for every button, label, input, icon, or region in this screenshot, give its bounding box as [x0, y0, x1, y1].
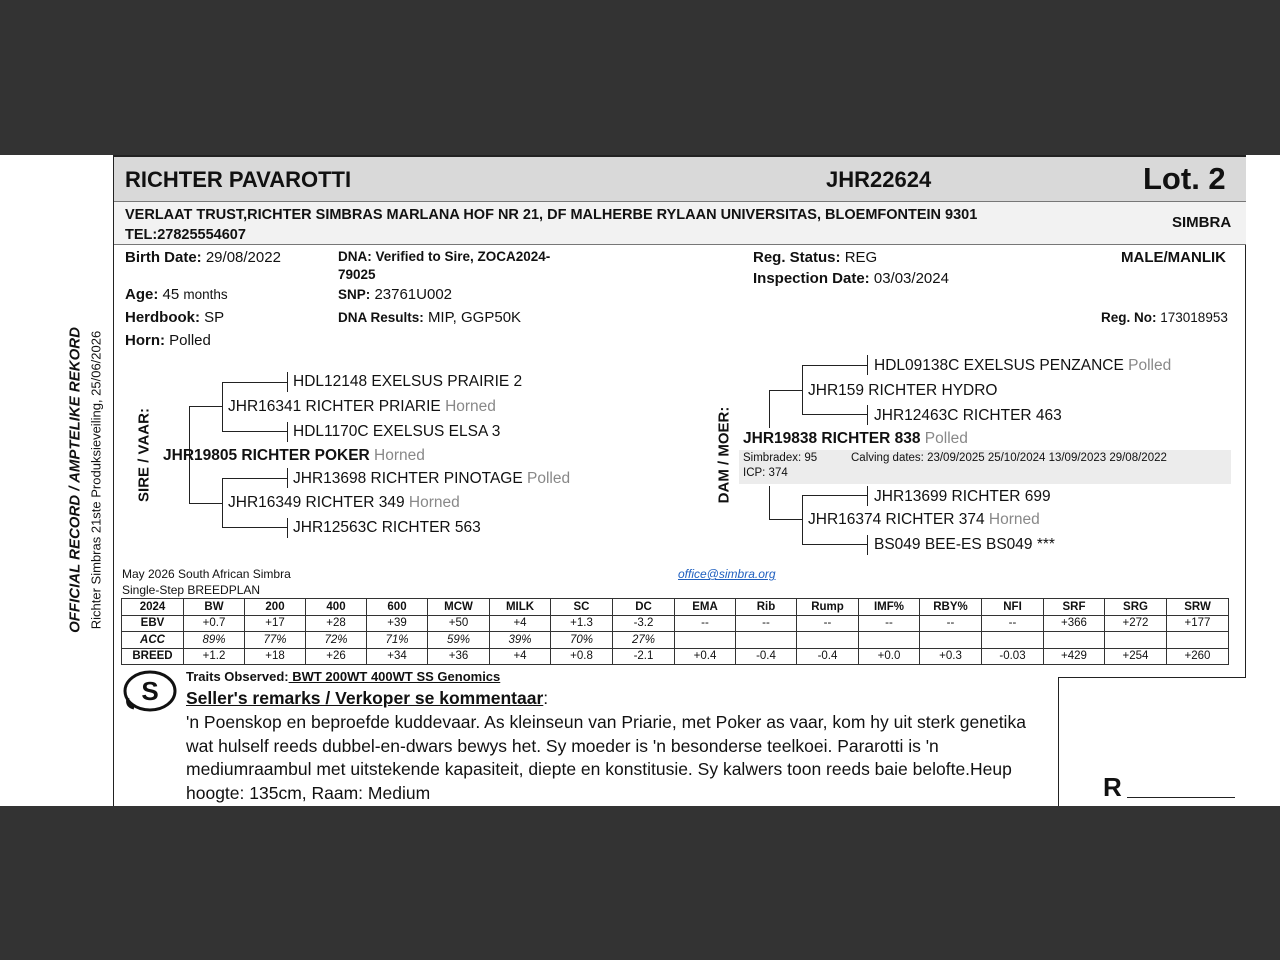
ebv-cell	[859, 632, 920, 649]
dam-dam-sire: JHR13699 RICHTER 699	[874, 488, 1051, 505]
sire-sire-sire: HDL12148 EXELSUS PRAIRIE 2	[293, 373, 523, 390]
ebv-cell: -2.1	[613, 648, 675, 665]
ebv-cell: --	[797, 615, 859, 632]
ebv-header-cell: RBY%	[920, 599, 982, 616]
dd-tick	[867, 535, 868, 555]
ebv-cell: +50	[428, 615, 490, 632]
ebv-header-cell: SRF	[1044, 599, 1105, 616]
ebv-cell: 70%	[551, 632, 613, 649]
ebv-cell: +39	[367, 615, 428, 632]
auction-label: Richter Simbras 21ste Produksieveiling, 25/06/2026	[88, 330, 104, 630]
sire-line	[189, 406, 223, 407]
ebv-cell: +4	[490, 648, 551, 665]
dd-line	[802, 495, 868, 496]
dam-top-line	[769, 390, 770, 428]
ebv-cell: --	[675, 615, 736, 632]
ebv-header-cell: 2024	[122, 599, 184, 616]
sire-line	[189, 503, 223, 504]
dna-verification-cont: 79025	[338, 267, 376, 282]
calving-dates: Calving dates: 23/09/2025 25/10/2024 13/09/2023 29/08/2022	[851, 452, 1167, 464]
ebv-header-cell: BW	[184, 599, 245, 616]
ebv-cell: --	[982, 615, 1044, 632]
ebv-header-cell: 400	[306, 599, 367, 616]
horn-status: Horn: Polled	[125, 332, 211, 349]
ebv-header-cell: DC	[613, 599, 675, 616]
lot-number: Lot. 2	[1143, 161, 1226, 196]
ebv-cell: +28	[306, 615, 367, 632]
sire-dam: JHR16349 RICHTER 349 Horned	[228, 494, 460, 511]
traits-observed: Traits Observed: BWT 200WT 400WT SS Genomics	[186, 669, 501, 684]
dd-tick	[867, 486, 868, 506]
ds-tick	[867, 405, 868, 425]
ebv-cell: 39%	[490, 632, 551, 649]
ebv-cell: +366	[1044, 615, 1105, 632]
ebv-header-cell: SRG	[1105, 599, 1167, 616]
ebv-header-cell: Rump	[797, 599, 859, 616]
sire-dam-sire: JHR13698 RICHTER PINOTAGE Polled	[293, 470, 571, 487]
ss-tick	[287, 422, 288, 442]
ebv-cell: --	[859, 615, 920, 632]
ebv-row-label: ACC	[122, 632, 184, 649]
ebv-header-cell: SRW	[1167, 599, 1229, 616]
ebv-cell: +4	[490, 615, 551, 632]
ebv-cell: -0.4	[736, 648, 797, 665]
ebv-source: May 2026 South African Simbra	[122, 567, 291, 581]
owner-details: VERLAAT TRUST,RICHTER SIMBRAS MARLANA HOF NR 21, DF MALHERBE RYLAAN UNIVERSITAS, BLOEMFONTEIN 9301 TEL:27825554607	[125, 207, 978, 243]
age: Age: 45 months	[125, 286, 228, 303]
ebv-cell: +1.3	[551, 615, 613, 632]
dna-results: DNA Results: MIP, GGP50K	[338, 309, 522, 326]
ebv-header-cell: 600	[367, 599, 428, 616]
ebv-cell: --	[736, 615, 797, 632]
ebv-cell	[1167, 632, 1229, 649]
owner-bar	[114, 202, 1246, 245]
sire: JHR19805 RICHTER POKER Horned	[163, 447, 425, 464]
ebv-cell	[736, 632, 797, 649]
ss-bracket-line	[222, 382, 223, 432]
ebv-cell: +272	[1105, 615, 1167, 632]
reg-status: Reg. Status: REG	[753, 249, 878, 266]
ebv-cell: 59%	[428, 632, 490, 649]
ebv-cell: --	[920, 615, 982, 632]
ds-line	[802, 414, 868, 415]
ebv-cell: +18	[245, 648, 306, 665]
icp: ICP: 374	[743, 467, 788, 479]
ebv-cell: 77%	[245, 632, 306, 649]
ebv-header-cell: SC	[551, 599, 613, 616]
ebv-cell: +0.7	[184, 615, 245, 632]
top-dark-band	[0, 0, 1280, 155]
sd-line	[222, 478, 288, 479]
dam-bottom-line	[769, 519, 803, 520]
ebv-cell: 27%	[613, 632, 675, 649]
ds-bracket-line	[802, 365, 803, 415]
ss-tick	[287, 372, 288, 392]
ebv-cell: +36	[428, 648, 490, 665]
ebv-cell: -0.03	[982, 648, 1044, 665]
animal-id: JHR22624	[826, 167, 932, 192]
dam-sire-sire: HDL09138C EXELSUS PENZANCE Polled	[874, 357, 1172, 374]
ebv-cell	[675, 632, 736, 649]
ebv-row-label: EBV	[122, 615, 184, 632]
ebv-header-row	[122, 599, 1229, 616]
sire-heading: SIRE / VAAR:	[135, 408, 153, 502]
dam-bottom-line	[769, 486, 770, 520]
ds-line	[802, 365, 868, 366]
snp: SNP: 23761U002	[338, 286, 453, 303]
price-currency-label: R	[1103, 772, 1122, 802]
ebv-cell: +1.2	[184, 648, 245, 665]
remarks-heading: Seller's remarks / Verkoper se kommentaar:	[186, 688, 549, 708]
dam-dam-dam: BS049 BEE-ES BS049 ***	[874, 536, 1055, 553]
ss-line	[222, 382, 288, 383]
sire-dam-dam: JHR12563C RICHTER 563	[293, 519, 481, 536]
ebv-row-ebv	[122, 615, 1229, 632]
ebv-cell	[797, 632, 859, 649]
sd-tick	[287, 468, 288, 488]
dna-verification: DNA: Verified to Sire, ZOCA2024-	[338, 249, 551, 264]
ebv-header-cell: IMF%	[859, 599, 920, 616]
simbra-logo-icon	[122, 668, 178, 714]
ds-tick	[867, 355, 868, 375]
dam-top-line	[769, 390, 803, 391]
ebv-cell: +0.8	[551, 648, 613, 665]
ebv-cell: +26	[306, 648, 367, 665]
bottom-dark-band	[0, 806, 1280, 960]
seller-remarks: 'n Poenskop en beproefde kuddevaar. As kleinseun van Priarie, met Poker as vaar, kom hy uit sterk genetika wat hulself reeds dubbel-en-dwars bewys het. Sy moeder is 'n besonderse teelkoei. Pararotti is 'n mediumraambul met uitstekende kapasiteit, diepte en konstitusie. Sy kalwers toon reeds baie belofte.Heup hoogte: 135cm, Raam: Medium	[186, 712, 1026, 803]
sex-label: MALE/MANLIK	[1121, 249, 1226, 266]
ebv-cell: +429	[1044, 648, 1105, 665]
ebv-cell: 71%	[367, 632, 428, 649]
ebv-cell	[920, 632, 982, 649]
ebv-table	[121, 598, 1229, 665]
ebv-cell: +177	[1167, 615, 1229, 632]
herdbook: Herdbook: SP	[125, 309, 225, 326]
ebv-row-breed	[122, 648, 1229, 665]
sire-sire: JHR16341 RICHTER PRIARIE Horned	[228, 398, 496, 415]
dd-bracket-line	[802, 495, 803, 545]
ebv-cell: +254	[1105, 648, 1167, 665]
price-box	[1058, 677, 1246, 806]
ebv-cell: +0.0	[859, 648, 920, 665]
breed-label: SIMBRA	[1172, 214, 1232, 231]
ebv-cell: 72%	[306, 632, 367, 649]
ebv-header-cell: Rib	[736, 599, 797, 616]
animal-name: RICHTER PAVAROTTI	[125, 167, 352, 192]
official-record-label: OFFICIAL RECORD / AMPTELIKE REKORD	[66, 327, 84, 633]
sd-tick	[287, 518, 288, 538]
sd-bracket-line	[222, 478, 223, 528]
simbradex: Simbradex: 95	[743, 452, 818, 464]
title-bar	[114, 155, 1246, 202]
ss-line	[222, 431, 288, 432]
ebv-cell: 89%	[184, 632, 245, 649]
sd-line	[222, 527, 288, 528]
ebv-cell: -0.4	[797, 648, 859, 665]
ebv-header-cell: EMA	[675, 599, 736, 616]
ebv-cell: +260	[1167, 648, 1229, 665]
reg-number: Reg. No: 173018953	[1101, 310, 1228, 325]
ebv-cell	[982, 632, 1044, 649]
ebv-cell: +0.4	[675, 648, 736, 665]
email-link[interactable]: office@simbra.org	[678, 567, 776, 581]
ebv-cell: +34	[367, 648, 428, 665]
dam-heading: DAM / MOER:	[715, 406, 733, 504]
ebv-cell: -3.2	[613, 615, 675, 632]
dam-sire-dam: JHR12463C RICHTER 463	[874, 407, 1062, 424]
ebv-header-cell: MCW	[428, 599, 490, 616]
dam-sire: JHR159 RICHTER HYDRO	[808, 382, 998, 399]
price-line	[1127, 797, 1235, 798]
birth-date: Birth Date: 29/08/2022	[125, 249, 281, 266]
dam-dam: JHR16374 RICHTER 374 Horned	[808, 511, 1040, 528]
ebv-header-cell: MILK	[490, 599, 551, 616]
sire-sire-dam: HDL1170C EXELSUS ELSA 3	[293, 423, 501, 440]
ebv-cell	[1105, 632, 1167, 649]
ebv-row-label: BREED	[122, 648, 184, 665]
ebv-header-cell: 200	[245, 599, 306, 616]
ebv-row-acc	[122, 632, 1229, 649]
ebv-header-cell: NFI	[982, 599, 1044, 616]
ebv-cell	[1044, 632, 1105, 649]
ebv-cell: +17	[245, 615, 306, 632]
ebv-cell: +0.3	[920, 648, 982, 665]
svg-text:S: S	[141, 676, 159, 706]
dd-line	[802, 544, 868, 545]
ebv-source-method: Single-Step BREEDPLAN	[122, 583, 261, 597]
dam: JHR19838 RICHTER 838 Polled	[743, 430, 968, 447]
inspection-date: Inspection Date: 03/03/2024	[753, 270, 949, 287]
